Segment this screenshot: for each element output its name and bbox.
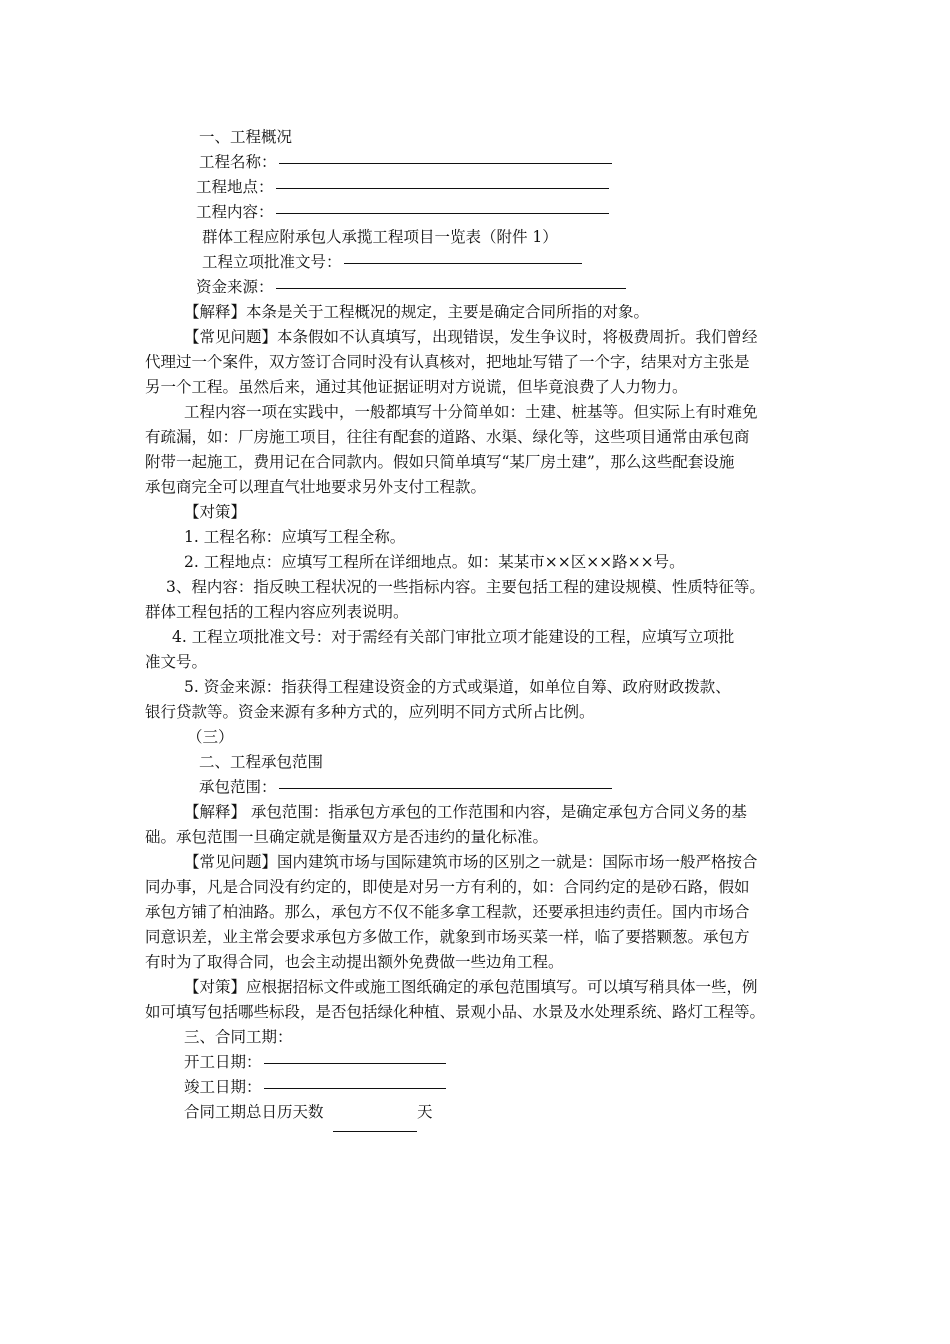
measure-item: 准文号。 (145, 653, 208, 671)
measure-item: 5. 资金来源：指获得工程建设资金的方式或渠道，如单位自筹、政府财政拨款、 (184, 678, 731, 696)
section1-explain: 【解释】本条是关于工程概况的规定，主要是确定合同所指的对象。 (184, 303, 650, 321)
scope-label: 承包范围： (199, 778, 277, 796)
section1-problem-line: 附带一起施工，费用记在合同款内。假如只简单填写“某厂房土建”，那么这些配套设施 (145, 453, 735, 471)
project-location-field (196, 177, 609, 197)
group-project-note: 群体工程应附承包人承揽工程项目一览表（附件 1） (202, 228, 558, 246)
funding-source-field (196, 277, 626, 297)
project-content-field (196, 202, 609, 222)
measure-item: 1. 工程名称：应填写工程全称。 (184, 528, 406, 546)
project-name-field (199, 152, 612, 172)
project-location-label: 工程地点： (196, 178, 274, 196)
project-content-label: 工程内容： (196, 203, 274, 221)
total-days-unit: 天 (417, 1103, 433, 1121)
section2-problem-line: 承包方铺了柏油路。那么，承包方不仅不能多拿工程款，还要承担违约责任。国内市场合 (145, 903, 750, 921)
section-marker: （三） (187, 728, 234, 746)
section2-explain-line: 础。承包范围一旦确定就是衡量双方是否违约的量化标准。 (145, 828, 549, 846)
approval-number-blank (344, 263, 582, 264)
section1-problem-line: 代理过一个案件，双方签订合同时没有认真核对，把地址写错了一个字，结果对方主张是 (145, 353, 750, 371)
measure-item: 群体工程包括的工程内容应列表说明。 (145, 603, 409, 621)
section1-problem-line: 【常见问题】本条假如不认真填写，出现错误，发生争议时，将极费周折。我们曾经 (184, 328, 758, 346)
funding-source-label: 资金来源： (196, 278, 274, 296)
section2-measure-line: 如可填写包括哪些标段，是否包括绿化种植、景观小品、水景及水处理系统、路灯工程等。 (145, 1003, 766, 1021)
section2-heading: 二、工程承包范围 (199, 753, 324, 771)
approval-number-field (202, 252, 582, 272)
section2-problem-line: 有时为了取得合同，也会主动提出额外免费做一些边角工程。 (145, 953, 564, 971)
section2-explain-line: 【解释】 承包范围：指承包方承包的工作范围和内容，是确定承包方合同义务的基 (184, 803, 747, 821)
section2-problem-line: 同意识差，业主常会要求承包方多做工作，就象到市场买菜一样，临了要搭颗葱。承包方 (145, 928, 750, 946)
total-days-blank (333, 1131, 417, 1132)
project-location-blank (276, 188, 609, 189)
section1-problem-line: 工程内容一项在实践中，一般都填写十分简单如：土建、桩基等。但实际上有时难免 (184, 403, 758, 421)
project-name-blank (279, 163, 612, 164)
end-date-field (184, 1077, 446, 1097)
measure-item: 3、程内容：指反映工程状况的一些指标内容。主要包括工程的建设规模、性质特征等。 (166, 578, 765, 596)
start-date-blank (264, 1063, 446, 1064)
measure-item: 2. 工程地点：应填写工程所在详细地点。如：某某市××区××路××号。 (184, 553, 685, 571)
scope-blank (279, 788, 612, 789)
scope-field (199, 777, 612, 797)
section1-problem-line: 另一个工程。虽然后来，通过其他证据证明对方说谎，但毕竟浪费了人力物力。 (145, 378, 688, 396)
section1-problem-line: 有疏漏，如：厂房施工项目，往往有配套的道路、水渠、绿化等，这些项目通常由承包商 (145, 428, 750, 446)
project-name-label: 工程名称： (199, 153, 277, 171)
section3-heading: 三、合同工期： (184, 1028, 293, 1046)
funding-source-blank (276, 288, 626, 289)
section2-problem-line: 【常见问题】国内建筑市场与国际建筑市场的区别之一就是：国际市场一般严格按合 (184, 853, 758, 871)
section2-problem-line: 同办事，凡是合同没有约定的，即使是对另一方有利的，如：合同约定的是砂石路，假如 (145, 878, 750, 896)
end-date-label: 竣工日期： (184, 1078, 262, 1096)
section1-problem-line: 承包商完全可以理直气壮地要求另外支付工程款。 (145, 478, 487, 496)
total-days-label: 合同工期总日历天数 (184, 1103, 324, 1121)
section1-measures-title: 【对策】 (184, 503, 247, 521)
approval-number-label: 工程立项批准文号： (202, 253, 342, 271)
measure-item: 4. 工程立项批准文号：对于需经有关部门审批立项才能建设的工程，应填写立项批 (172, 628, 735, 646)
start-date-field (184, 1052, 446, 1072)
start-date-label: 开工日期： (184, 1053, 262, 1071)
project-content-blank (276, 213, 609, 214)
measure-item: 银行贷款等。资金来源有多种方式的，应列明不同方式所占比例。 (145, 703, 595, 721)
end-date-blank (264, 1088, 446, 1089)
section2-measure-line: 【对策】应根据招标文件或施工图纸确定的承包范围填写。可以填写稍具体一些，例 (184, 978, 758, 996)
section1-heading: 一、工程概况 (199, 128, 293, 146)
